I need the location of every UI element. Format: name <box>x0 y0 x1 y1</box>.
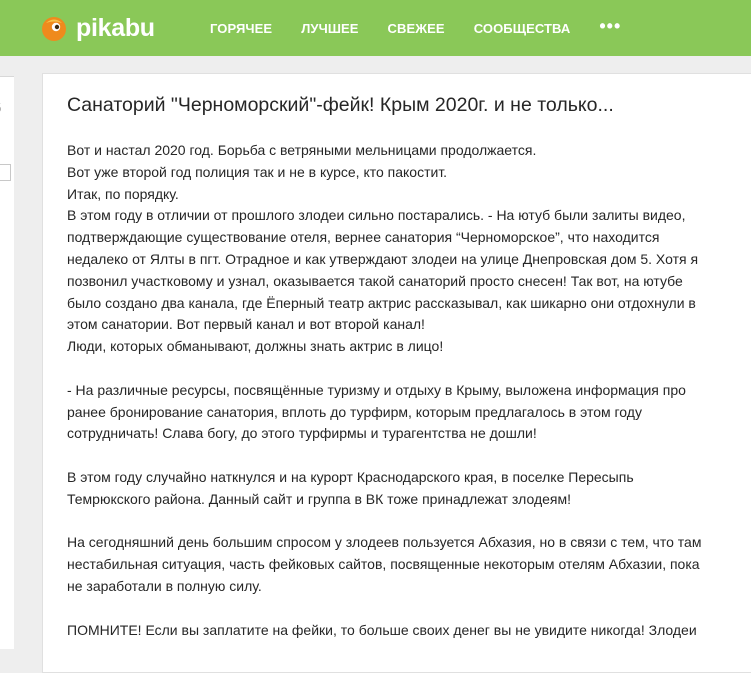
story-line: Вот и настал 2020 год. Борьба с ветряными мельницами продолжается. <box>67 142 537 158</box>
nav-best[interactable]: ЛУЧШЕЕ <box>301 20 359 36</box>
top-header <box>0 0 751 56</box>
main-nav <box>210 0 621 56</box>
story-line: Итак, по порядку. <box>67 185 179 202</box>
story-line: Темрюкского района. Данный сайт и группа в ВК тоже принадлежат злодеям! <box>67 490 572 507</box>
story-line: позвонил участковому и узнал, оказывается такой санаторий просто снесен! Так вот, на ютубе <box>67 272 683 289</box>
rating-sidebar <box>0 76 14 649</box>
story-line: Люди, которых обманывают, должны знать актрис в лицо! <box>67 338 444 355</box>
story-line: нестабильная ситуация, часть фейковых сайтов, посвященные некоторым отелям Абхазии, пока <box>67 556 700 573</box>
pikabu-logo[interactable] <box>40 12 155 44</box>
logo-text: pikabu <box>76 13 155 42</box>
story-line: не заработали в полную силу. <box>67 577 262 594</box>
story-paragraph <box>67 467 707 511</box>
story-line: Вот уже второй год полиция так и не в курсе, кто пакостит. <box>67 163 448 180</box>
pikabu-logo-icon <box>40 14 68 42</box>
story-card <box>42 73 751 673</box>
story-line: На сегодняшний день большим спросом у злодеев пользуется Абхазия, но в связи с тем, что там <box>67 534 702 551</box>
story-line: было создано два канала, где Ёперный театр актрис рассказывал, как шикарно они отдохнули в <box>67 294 696 311</box>
story-line: ПОМНИТЕ! Если вы заплатите на фейки, то больше своих денег вы не увидите никогда! Злодеи <box>67 621 697 638</box>
story-line: ранее бронирование санатория, вплоть до турфирм, которым предлагалось в этом году <box>67 403 642 420</box>
rating-action-button[interactable] <box>0 164 11 181</box>
story-line: сотрудничать! Слава богу, до этого турфирмы и турагентства не дошли! <box>67 425 537 442</box>
story-line: В этом году в отличии от прошлого злодеи сильно постарались. - На ютуб были залиты видео, <box>67 207 686 224</box>
nav-new[interactable]: СВЕЖЕЕ <box>387 20 445 36</box>
more-menu-icon[interactable]: ••• <box>599 15 622 36</box>
story-paragraph <box>67 532 707 597</box>
nav-hot[interactable]: ГОРЯЧЕЕ <box>210 20 273 36</box>
story-line: В этом году случайно наткнулся и на курорт Краснодарского края, в поселке Пересыпь <box>67 468 634 485</box>
story-content <box>67 140 707 663</box>
story-paragraph <box>67 380 707 445</box>
story-line: этом санатории. Вот первый канал и вот второй канал! <box>67 316 425 333</box>
story-title[interactable]: Санаторий "Черноморский"-фейк! Крым 2020г. и не только... <box>67 94 614 116</box>
nav-communities[interactable]: СООБЩЕСТВА <box>473 20 571 36</box>
story-paragraph <box>67 620 707 642</box>
story-rating <box>0 98 1 118</box>
story-line: недалеко от Ялты в пгт. Отрадное и как утверждают злодеи на улице Днепровская дом 5. Хотя я <box>67 250 699 267</box>
story-paragraph <box>67 140 707 358</box>
story-line: подтверждающие существование отеля, вернее санатория “Черноморское”, что находится <box>67 229 660 246</box>
story-line: - На различные ресурсы, посвящённые туризму и отдыху в Крыму, выложена информация про <box>67 381 686 398</box>
